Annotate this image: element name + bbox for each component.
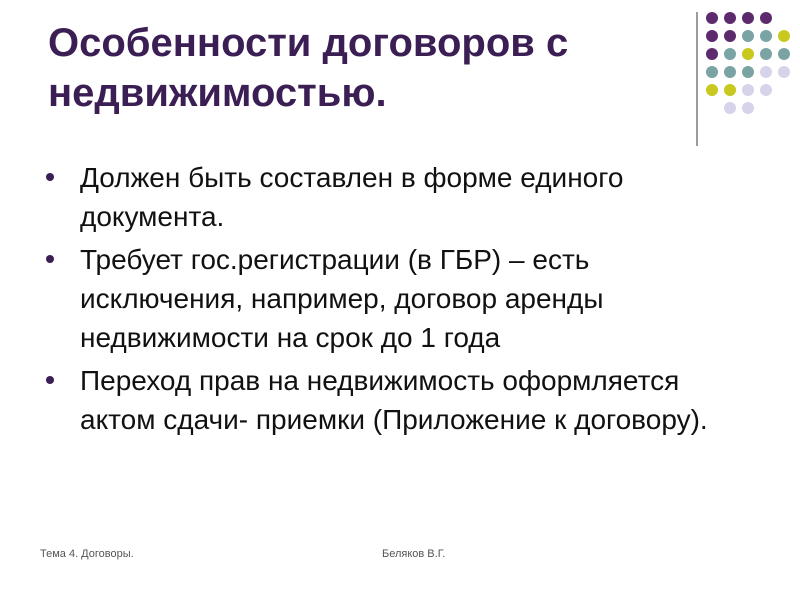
decorative-dot <box>778 48 790 60</box>
bullet-marker <box>46 376 54 384</box>
bullet-text: Требует гос.регистрации (в ГБР) – есть исключения, например, договор аренды недвижимости на срок до 1 года <box>80 244 604 353</box>
decorative-dot <box>778 66 790 78</box>
bullet-item <box>40 361 730 439</box>
decorative-dot <box>742 102 754 114</box>
bullet-marker <box>46 173 54 181</box>
decorative-dot <box>760 66 772 78</box>
decorative-dot <box>724 102 736 114</box>
decorative-dot <box>742 48 754 60</box>
decorative-dot <box>760 48 772 60</box>
decorative-dot <box>706 30 718 42</box>
bullet-text: Переход прав на недвижимость оформляется актом сдачи- приемки (Приложение к договору). <box>80 365 708 435</box>
bullet-item <box>40 158 730 236</box>
decorative-dot <box>724 12 736 24</box>
decorative-dot <box>724 84 736 96</box>
decorative-dot <box>742 30 754 42</box>
bullet-list <box>40 158 730 443</box>
decorative-dot <box>724 30 736 42</box>
decorative-dot <box>706 12 718 24</box>
bullet-marker <box>46 255 54 263</box>
decorative-dot <box>760 30 772 42</box>
decorative-dot <box>706 48 718 60</box>
slide-title: Особенности договоров с недвижимостью. <box>48 21 569 115</box>
decorative-dot <box>706 66 718 78</box>
decorative-dot <box>706 84 718 96</box>
decorative-dot <box>724 48 736 60</box>
decorative-dot <box>724 66 736 78</box>
title-divider <box>696 12 698 146</box>
decorative-dot <box>742 66 754 78</box>
footer-author: Беляков В.Г. <box>382 548 446 560</box>
decorative-dot <box>760 12 772 24</box>
decorative-dot <box>742 84 754 96</box>
decorative-dot <box>760 84 772 96</box>
bullet-item <box>40 240 730 357</box>
bullet-text: Должен быть составлен в форме единого документа. <box>80 162 624 232</box>
decorative-dot <box>742 12 754 24</box>
footer-topic: Тема 4. Договоры. <box>40 548 134 560</box>
decorative-dot <box>778 30 790 42</box>
